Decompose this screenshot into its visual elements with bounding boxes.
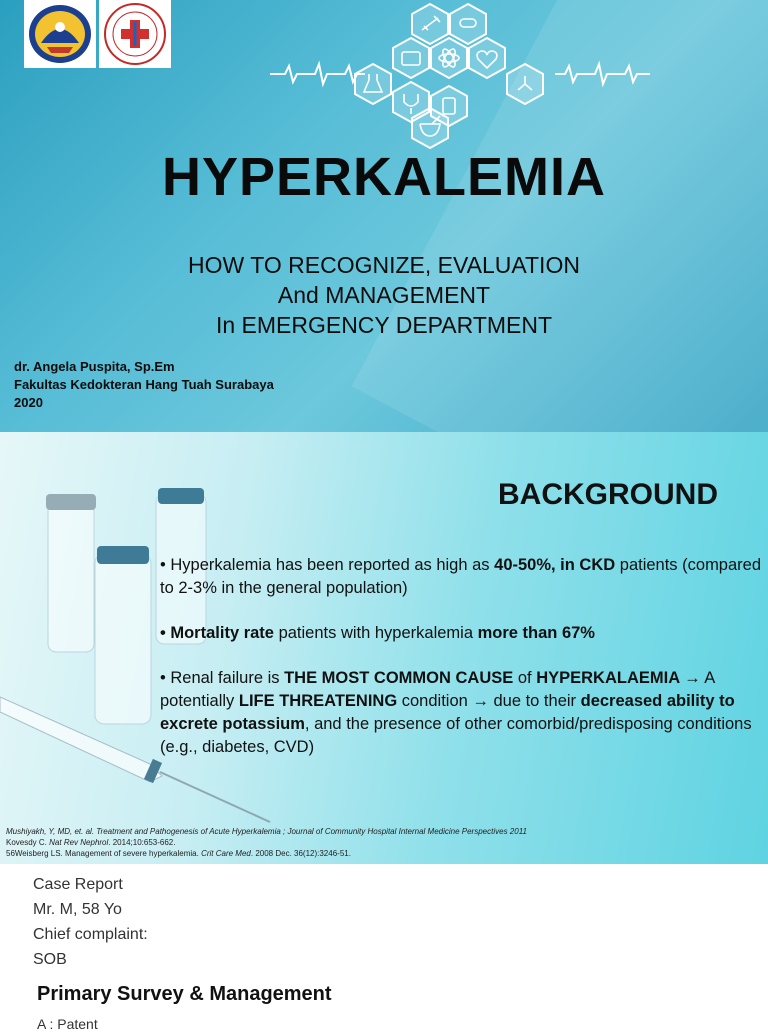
author-info: dr. Angela Puspita, Sp.Em Fakultas Kedokteran Hang Tuah Surabaya 2020 bbox=[14, 359, 274, 410]
bullet-mortality: • Mortality rate patients with hyperkalemia more than 67% bbox=[160, 624, 595, 642]
bullet-list bbox=[160, 554, 768, 781]
background-heading: BACKGROUND bbox=[498, 478, 718, 511]
primary-survey-airway: A : Patent bbox=[37, 1016, 98, 1032]
bullet-renal-failure: • Renal failure is THE MOST COMMON CAUSE of HYPERKALAEMIA → A potentially LIFE THREATENING condition → due to their decreased ability to excrete potassium, and the presence of other comorbid/predisposing conditions (e.g., diabetes, CVD) bbox=[160, 669, 752, 756]
slide-title: HYPERKALEMIA bbox=[161, 147, 607, 207]
emergency-medicine-indonesia-logo bbox=[99, 0, 171, 68]
case-report: Case Report Mr. M, 58 Yo Chief complaint: SOB bbox=[33, 876, 148, 968]
primary-survey-heading: Primary Survey & Management bbox=[37, 983, 332, 1005]
medical-icons-hexagon-cluster bbox=[270, 0, 650, 150]
slide-subtitle: HOW TO RECOGNIZE, EVALUATION And MANAGEMENT In EMERGENCY DEPARTMENT bbox=[188, 252, 580, 338]
references: Mushiyakh, Y, MD, et. al. Treatment and Pathogenesis of Acute Hyperkalemia ; Journal of Community Hospital Internal Medicine Perspectives 2011 Kovesdy C. Nat Rev Nephrol. 2014;10:653-662. 56Weisberg LS. Management of severe hyperkalemia. Crit Care Med. 2008 Dec. 36(12):3246-51. bbox=[6, 827, 527, 858]
university-logo bbox=[24, 0, 96, 68]
background-slide bbox=[0, 432, 768, 864]
bullet-prevalence: • Hyperkalemia has been reported as high as 40-50%, in CKD patients (compared to 2-3% in the general population) bbox=[160, 556, 762, 597]
title-slide bbox=[0, 0, 768, 432]
logo-group bbox=[24, 0, 171, 68]
